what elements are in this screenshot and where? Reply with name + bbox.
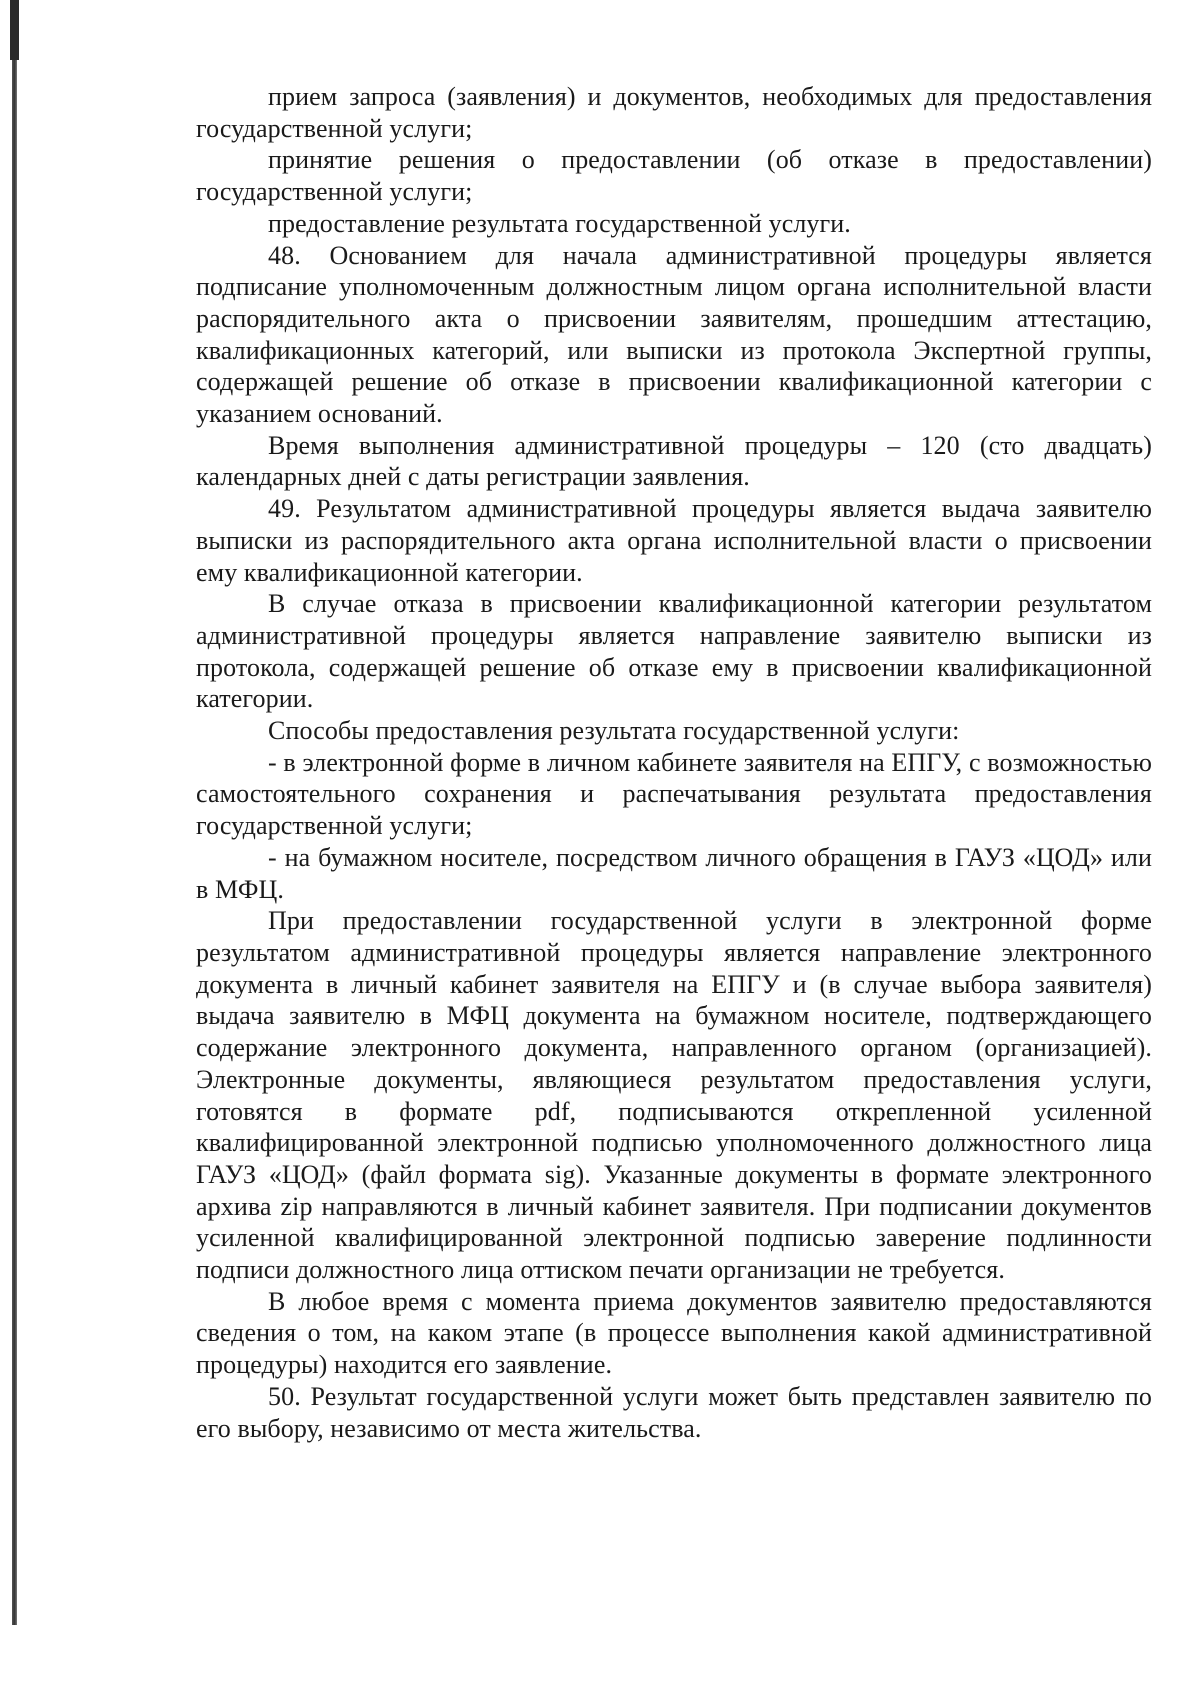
- paragraph-48: 48. Основанием для начала административной процедуры является подписание уполномоченным должностным лицом органа исполнительной власти распорядительного акта о присвоении заявителям, прошедшим аттестацию, квалификационных категорий, или выписки из протокола Экспертной группы, содержащей решение об отказе в присвоении квалификационной категории с указанием оснований.: [196, 240, 1152, 429]
- paragraph-decision: принятие решения о предоставлении (об отказе в предоставлении) государственной услуги;: [196, 145, 1152, 207]
- paragraph-request-intake: прием запроса (заявления) и документов, необходимых для предоставления государственной услуги;: [196, 82, 1152, 143]
- paragraph-status-info: В любое время с момента приема документов заявителю предоставляются сведения о том, на каком этапе (в процессе выполнения какой административной процедуры) находится его заявление.: [196, 1286, 1152, 1380]
- paragraph-50: 50. Результат государственной услуги может быть представлен заявителю по его выбору, независимо от места жительства.: [196, 1381, 1152, 1443]
- scan-edge-shadow: [12, 0, 17, 1625]
- paragraph-electronic-result: При предоставлении государственной услуги в электронной форме результатом административной процедуры является направление электронного документа в личный кабинет заявителя на ЕПГУ и (в случае выбора заявителя) выдача заявителю в МФЦ документа на бумажном носителе, подтверждающего содержание электронного документа, направленного органом (организацией). Электронные документы, являющиеся результатом предоставления услуги, готовятся в формате pdf, подписываются открепленной усиленной квалифицированной электронной подписью уполномоченного должностного лица ГАУЗ «ЦОД» (файл формата sig). Указанные документы в формате электронного архива zip направляются в личный кабинет заявителя. При подписании документов усиленной квалифицированной электронной подписью заверение подлинности подписи должностного лица оттиском печати организации не требуется.: [196, 906, 1152, 1285]
- scan-edge-shadow-top: [10, 0, 19, 60]
- paragraph-result-provision: предоставление результата государственной услуги.: [268, 208, 851, 238]
- list-item-electronic-form: - в электронной форме в личном кабинете заявителя на ЕПГУ, с возможностью самостоятельного сохранения и распечатывания результата предоставления государственной услуги;: [196, 747, 1152, 841]
- paragraph-result-methods: Способы предоставления результата государственной услуги:: [268, 716, 960, 746]
- paragraph-refusal-case: В случае отказа в присвоении квалификационной категории результатом административной процедуры является направление заявителю выписки из протокола, содержащей решение об отказе ему в присвоении квалификационной категории.: [196, 589, 1152, 714]
- paragraph-49: 49. Результатом административной процедуры является выдача заявителю выписки из распорядительного акта органа исполнительной власти о присвоении ему квалификационной категории.: [196, 494, 1152, 587]
- list-item-paper-form: - на бумажном носителе, посредством личного обращения в ГАУЗ «ЦОД» или в МФЦ.: [196, 842, 1152, 904]
- document-page: [196, 81, 1152, 1444]
- paragraph-execution-time: Время выполнения административной процедуры – 120 (сто двадцать) календарных дней с даты регистрации заявления.: [196, 430, 1152, 492]
